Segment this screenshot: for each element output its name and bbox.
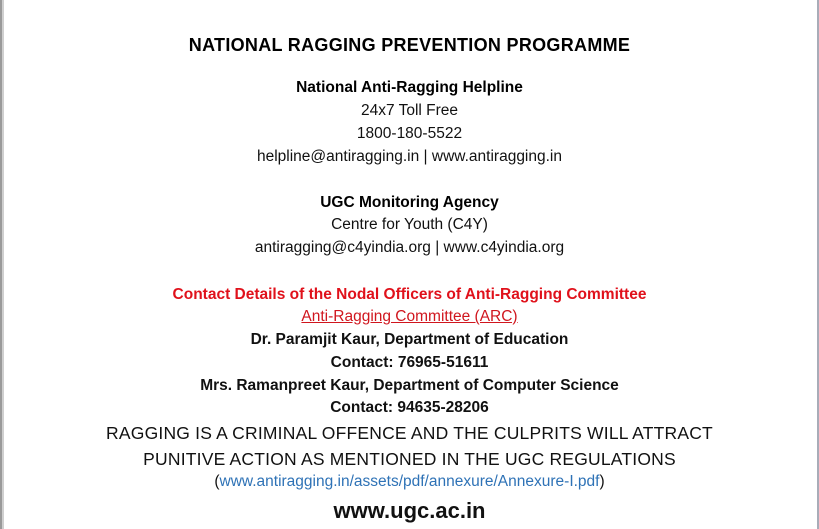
monitoring-org: Centre for Youth (C4Y) xyxy=(331,216,488,233)
page-title: NATIONAL RAGGING PREVENTION PROGRAMME xyxy=(188,35,631,55)
officer-2-contact: Contact: 94635-28206 xyxy=(330,399,489,416)
warning-line-1: RAGGING IS A CRIMINAL OFFENCE AND THE CULPRITS WILL ATTRACT xyxy=(106,423,713,443)
monitoring-website[interactable]: www.c4yindia.org xyxy=(443,239,565,256)
officer-2-name: Mrs. Ramanpreet Kaur, Department of Computer Science xyxy=(200,377,619,394)
separator: | xyxy=(423,148,428,165)
helpline-contact-line xyxy=(0,148,819,166)
paren-open: ( xyxy=(214,473,220,490)
nodal-officers-heading: Contact Details of the Nodal Officers of Anti-Ragging Committee xyxy=(172,286,647,303)
helpline-subtitle: 24x7 Toll Free xyxy=(360,102,459,119)
annexure-link[interactable]: www.antiragging.in/assets/pdf/annexure/Annexure-I.pdf xyxy=(219,473,600,490)
paren-close: ) xyxy=(599,473,605,490)
helpline-email[interactable]: helpline@antiragging.in xyxy=(256,148,420,165)
monitoring-email[interactable]: antiragging@c4yindia.org xyxy=(254,239,431,256)
committee-link-row xyxy=(0,308,819,326)
monitoring-heading: UGC Monitoring Agency xyxy=(320,194,499,211)
helpline-website[interactable]: www.antiragging.in xyxy=(431,148,562,165)
helpline-heading: National Anti-Ragging Helpline xyxy=(296,79,523,96)
warning-line-2: PUNITIVE ACTION AS MENTIONED IN THE UGC REGULATIONS xyxy=(143,449,676,469)
officer-1-name: Dr. Paramjit Kaur, Department of Education xyxy=(250,331,569,348)
monitoring-contact-line xyxy=(0,239,819,257)
annexure-line xyxy=(0,473,819,491)
officer-1-contact: Contact: 76965-51611 xyxy=(330,354,489,371)
helpline-phone: 1800-180-5522 xyxy=(356,125,463,142)
committee-link[interactable]: Anti-Ragging Committee (ARC) xyxy=(301,308,518,325)
ugc-website[interactable]: www.ugc.ac.in xyxy=(333,498,486,523)
separator: | xyxy=(435,239,440,256)
